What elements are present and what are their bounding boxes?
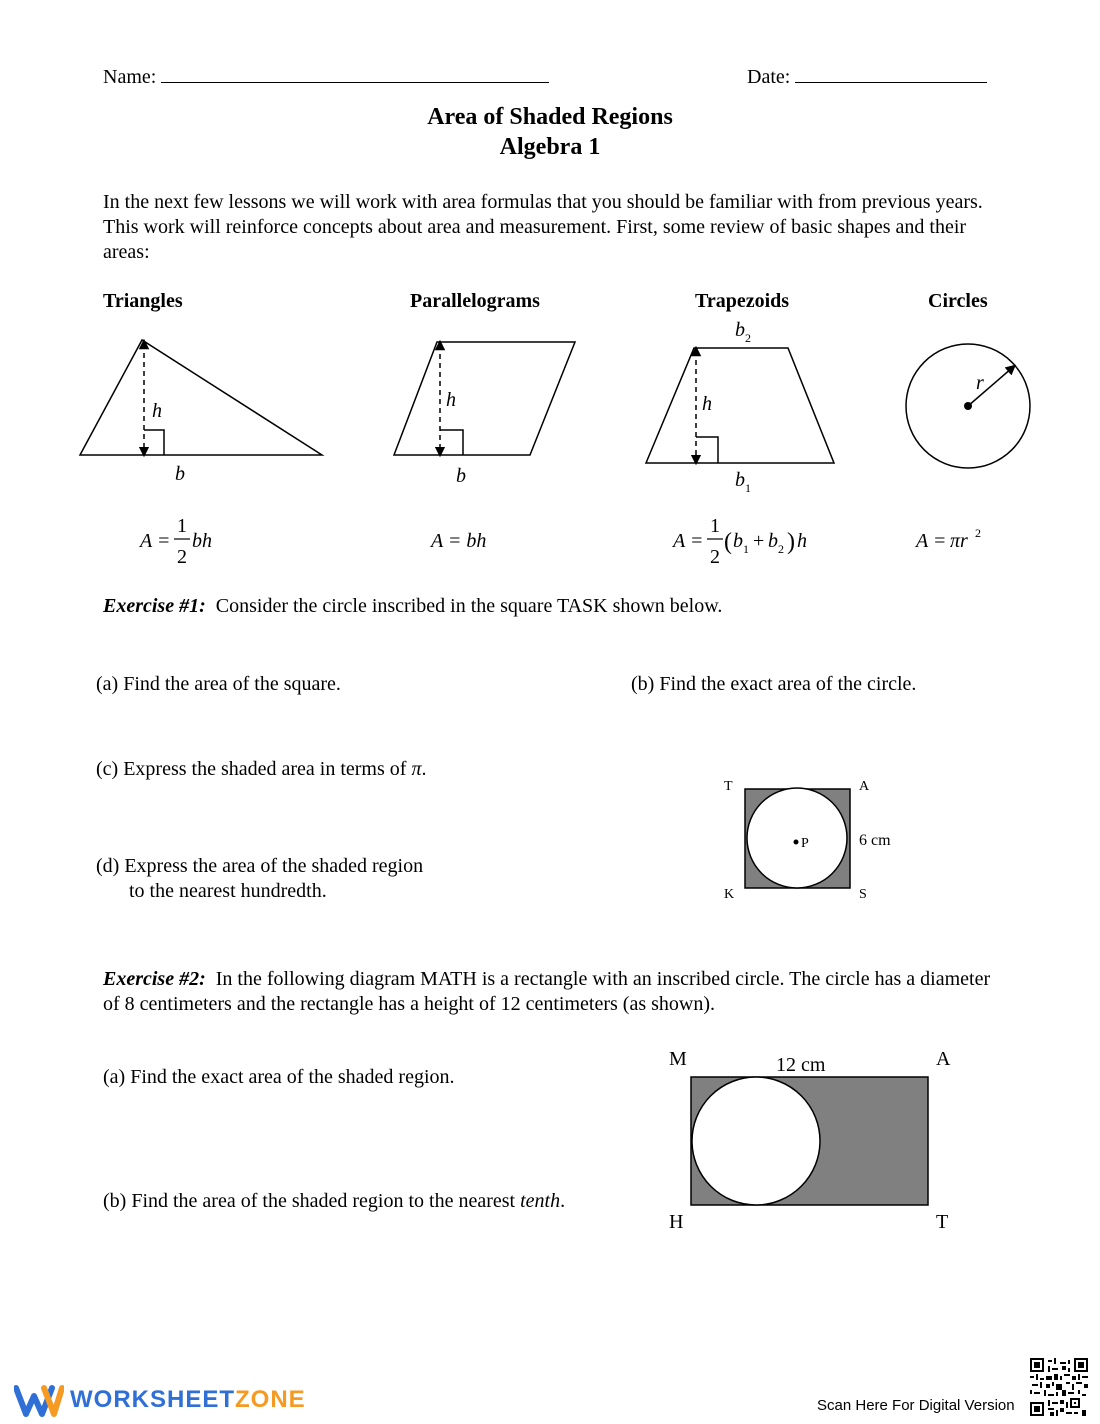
qr-code-icon[interactable] <box>1030 1358 1088 1416</box>
vertex-a2-label: A <box>936 1048 951 1070</box>
shapes-figure <box>0 310 1100 510</box>
trapezoid-b2-sub: 2 <box>745 331 751 345</box>
triangle-b-label: b <box>175 463 185 485</box>
rect-width-label: 12 cm <box>776 1054 826 1076</box>
page-subtitle: Algebra 1 <box>499 134 601 160</box>
date-field[interactable] <box>747 66 987 89</box>
brand-name <box>70 1386 306 1414</box>
trapezoid-diagram <box>646 319 834 495</box>
svg-text:b: b <box>768 530 778 552</box>
name-blank[interactable] <box>161 66 549 83</box>
heading-trapezoids: Trapezoids <box>695 290 790 312</box>
exercise2-text: In the following diagram MATH is a rectangle with an inscribed circle. The circle has a diameter of 8 centimeters and the rectangle has a height of 12 centimeters (as shown). <box>103 968 991 1015</box>
exercise2-prompt <box>103 967 1003 1017</box>
heading-triangles: Triangles <box>103 290 183 312</box>
circle-r-label: r <box>976 372 984 394</box>
exercise2-label: Exercise #2: <box>103 968 206 990</box>
name-field[interactable] <box>103 66 549 89</box>
svg-text:): ) <box>787 529 795 555</box>
vertex-s-label: S <box>859 887 867 902</box>
exercise1-prompt <box>103 595 722 618</box>
vertex-h-label: H <box>669 1211 684 1233</box>
trapezoid-b2-label: b <box>735 319 745 341</box>
heading-parallelograms: Parallelograms <box>410 290 540 312</box>
exercise1-d-line2: to the nearest hundredth. <box>129 880 327 902</box>
trap-formula-den: 2 <box>710 546 720 568</box>
exercise1-label: Exercise #1: <box>103 595 206 617</box>
tri-formula-rest: bh <box>192 530 212 552</box>
circle-diagram <box>906 344 1030 468</box>
trap-formula-num: 1 <box>710 515 720 537</box>
worksheetzone-logo[interactable] <box>14 1382 64 1418</box>
triangle-diagram <box>80 340 322 485</box>
trapezoid-b1-sub: 1 <box>745 481 751 495</box>
date-blank[interactable] <box>795 66 987 83</box>
scan-text: Scan Here For Digital Version <box>817 1397 1015 1414</box>
pi-symbol: π <box>411 758 422 780</box>
exercise1-c: (c) Express the shaded area in terms of π. <box>96 758 427 780</box>
exercise1-text: Consider the circle inscribed in the square TASK shown below. <box>215 595 723 617</box>
svg-text:+: + <box>753 530 765 552</box>
svg-text:1: 1 <box>743 542 749 556</box>
exercise1-d-line1: (d) Express the area of the shaded region <box>96 855 424 877</box>
brand-part-b: ZONE <box>235 1386 306 1413</box>
tri-formula-lhs: A = <box>140 530 171 552</box>
trapezoid-b1-label: b <box>735 469 745 491</box>
logo-mark-icon <box>14 1382 64 1418</box>
circ-formula-lhs: A = <box>916 530 947 552</box>
vertex-t2-label: T <box>936 1211 949 1233</box>
square-task-figure <box>700 770 920 910</box>
svg-text:b: b <box>733 530 743 552</box>
triangle-h-label: h <box>152 400 162 422</box>
exercise1-b: (b) Find the exact area of the circle. <box>631 673 917 695</box>
parallelogram-b-label: b <box>456 465 466 487</box>
vertex-k-label: K <box>724 887 735 902</box>
rectangle-math-figure <box>660 1040 960 1240</box>
vertex-t-label: T <box>724 779 733 794</box>
date-label: Date: <box>747 66 791 88</box>
svg-text:2: 2 <box>778 542 784 556</box>
parallelogram-h-label: h <box>446 389 456 411</box>
trap-formula-lhs: A = <box>673 530 704 552</box>
svg-text:(: ( <box>724 529 732 555</box>
intro-paragraph: In the next few lessons we will work with area formulas that you should be familiar with from previous years. This work will reinforce concepts about area and measurement. First, some review of basic shapes and their areas: <box>103 191 983 263</box>
parallelogram-diagram <box>394 342 575 487</box>
svg-text:h: h <box>797 530 807 552</box>
tri-formula-den: 2 <box>177 546 187 568</box>
vertex-a-label: A <box>859 779 870 794</box>
page-title: Area of Shaded Regions <box>427 104 673 130</box>
circ-formula-pir: πr <box>950 530 968 552</box>
name-label: Name: <box>103 66 157 88</box>
side-length-label: 6 cm <box>859 832 891 849</box>
vertex-m-label: M <box>669 1048 687 1070</box>
formulas-row <box>0 510 1100 570</box>
point-p-label: P <box>801 836 809 851</box>
exercise2-a: (a) Find the exact area of the shaded region. <box>103 1066 455 1088</box>
heading-circles: Circles <box>928 290 988 312</box>
exercise2-b: (b) Find the area of the shaded region to the nearest tenth. <box>103 1190 566 1212</box>
tri-formula-num: 1 <box>177 515 187 537</box>
circ-formula-exp: 2 <box>975 526 981 540</box>
brand-part-a: WORKSHEET <box>70 1386 235 1413</box>
exercise1-a: (a) Find the area of the square. <box>96 673 341 695</box>
trapezoid-h-label: h <box>702 393 712 415</box>
par-formula: A = bh <box>431 530 487 552</box>
